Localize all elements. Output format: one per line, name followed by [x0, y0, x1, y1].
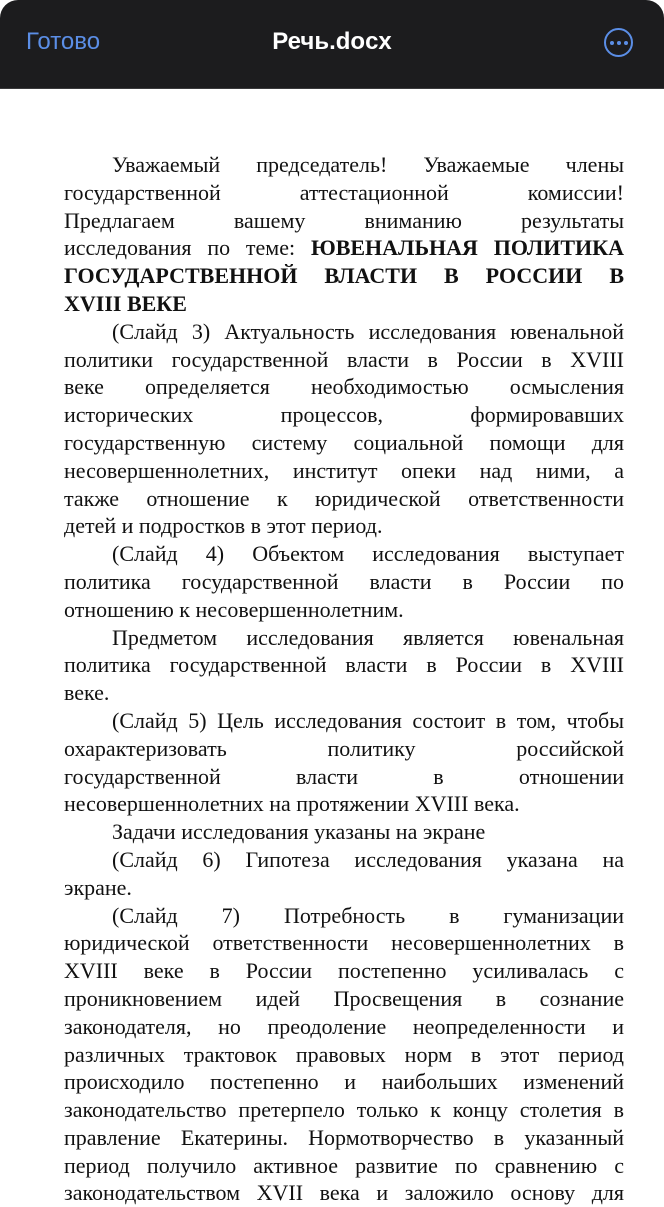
- text: (Слайд 3) Актуальность исследования ювенальной: [112, 318, 624, 344]
- bold-text: ГОСУДАРСТВЕННОЙ ВЛАСТИ В РОССИИ В: [64, 263, 624, 289]
- text-line: [64, 373, 624, 401]
- text-line: [64, 874, 624, 902]
- paragraph: [64, 540, 624, 623]
- text: исторических процессов, формировавших: [64, 402, 624, 428]
- more-options-button[interactable]: [604, 28, 633, 57]
- text: (Слайд 5) Цель исследования состоит в том, чтобы: [112, 707, 624, 733]
- text: (Слайд 4) Объектом исследования выступает: [112, 541, 624, 567]
- text-line: [64, 234, 624, 262]
- text-line: [64, 1152, 624, 1180]
- text: проникновением идей Просвещения в сознание: [64, 985, 624, 1011]
- text: правление Екатерины. Нормотворчество в указанный: [64, 1124, 624, 1150]
- text: различных трактовок правовых норм в этот период: [64, 1041, 624, 1067]
- paragraph: [64, 624, 624, 707]
- text: государственной власти в отношении: [64, 763, 624, 789]
- text-line: [64, 429, 624, 457]
- text: политики государственной власти в России в XVIII: [64, 346, 624, 372]
- text: политика государственной власти в России по: [64, 568, 624, 594]
- text-line: [64, 1013, 624, 1041]
- text-line: [64, 846, 624, 874]
- text-line: [64, 957, 624, 985]
- text: XVIII веке в России постепенно усиливалась с: [64, 958, 624, 984]
- text: отношению к несовершеннолетним.: [64, 596, 404, 622]
- text: государственную систему социальной помощи для: [64, 429, 624, 455]
- document-body: [64, 151, 624, 1207]
- text-line: [64, 1179, 624, 1207]
- text-line: [64, 568, 624, 596]
- text-line: [64, 707, 624, 735]
- bold-text: XVIII ВЕКЕ: [64, 290, 187, 316]
- text-line: [64, 1096, 624, 1124]
- paragraph: [64, 902, 624, 1207]
- text-line: [64, 596, 624, 624]
- paragraph: [64, 151, 624, 318]
- text-line: [64, 985, 624, 1013]
- text-line: [64, 818, 624, 846]
- text-line: [64, 318, 624, 346]
- text: несовершеннолетних на протяжении XVIII века.: [64, 791, 520, 817]
- text-line: [64, 735, 624, 763]
- text-line: [64, 929, 624, 957]
- text-line: [64, 651, 624, 679]
- text-line: [64, 1124, 624, 1152]
- text: законодателя, но преодоление неопределенности и: [64, 1013, 624, 1039]
- text: веке.: [64, 680, 110, 706]
- text-line: [64, 485, 624, 513]
- text: юридической ответственности несовершеннолетних в: [64, 930, 624, 956]
- text: детей и подростков в этот период.: [64, 513, 383, 539]
- bold-text: ЮВЕНАЛЬНАЯ ПОЛИТИКА: [310, 235, 624, 261]
- text: экране.: [64, 874, 132, 900]
- text: (Слайд 7) Потребность в гуманизации: [112, 902, 624, 928]
- text-line: [64, 262, 624, 290]
- ellipsis-circle-icon: [610, 41, 628, 45]
- text: политика государственной власти в России в XVIII: [64, 652, 624, 678]
- text: государственной аттестационной комиссии!: [64, 179, 624, 205]
- paragraph: [64, 818, 624, 846]
- text: происходило постепенно и наибольших изменений: [64, 1069, 624, 1095]
- text: также отношение к юридической ответственности: [64, 485, 624, 511]
- text: законодательством XVII века и заложило основу для: [64, 1180, 624, 1206]
- text-line: [64, 790, 624, 818]
- text-line: [64, 763, 624, 791]
- text-line: [64, 902, 624, 930]
- document-title: Речь.docx: [272, 28, 392, 55]
- text-line: [64, 1041, 624, 1069]
- text-line: [64, 151, 624, 179]
- text-line: [64, 179, 624, 207]
- text: охарактеризовать политику российской: [64, 735, 624, 761]
- paragraph: [64, 846, 624, 902]
- text-line: [64, 207, 624, 235]
- text: Уважаемый председатель! Уважаемые члены: [112, 152, 624, 177]
- text-line: [64, 401, 624, 429]
- paragraph: [64, 707, 624, 818]
- text: законодательство претерпело только к концу столетия в: [64, 1097, 624, 1123]
- paragraph: [64, 318, 624, 540]
- text: (Слайд 6) Гипотеза исследования указана на: [112, 846, 624, 872]
- text-line: [64, 1068, 624, 1096]
- text: период получило активное развитие по сравнению с: [64, 1152, 624, 1178]
- text: исследования по теме:: [64, 235, 311, 261]
- text-line: [64, 624, 624, 652]
- text-line: [64, 512, 624, 540]
- navigation-bar: [0, 0, 664, 89]
- text-line: [64, 679, 624, 707]
- text-line: [64, 290, 624, 318]
- text: несовершеннолетних, институт опеки над ними, а: [64, 457, 624, 483]
- text: веке определяется необходимостью осмысления: [64, 374, 624, 400]
- text: Предметом исследования является ювенальная: [112, 624, 624, 650]
- text-line: [64, 346, 624, 374]
- text-line: [64, 540, 624, 568]
- text-line: [64, 457, 624, 485]
- text: Предлагаем вашему вниманию результаты: [64, 207, 624, 233]
- done-button[interactable]: Готово: [26, 28, 101, 55]
- text: Задачи исследования указаны на экране: [112, 819, 486, 845]
